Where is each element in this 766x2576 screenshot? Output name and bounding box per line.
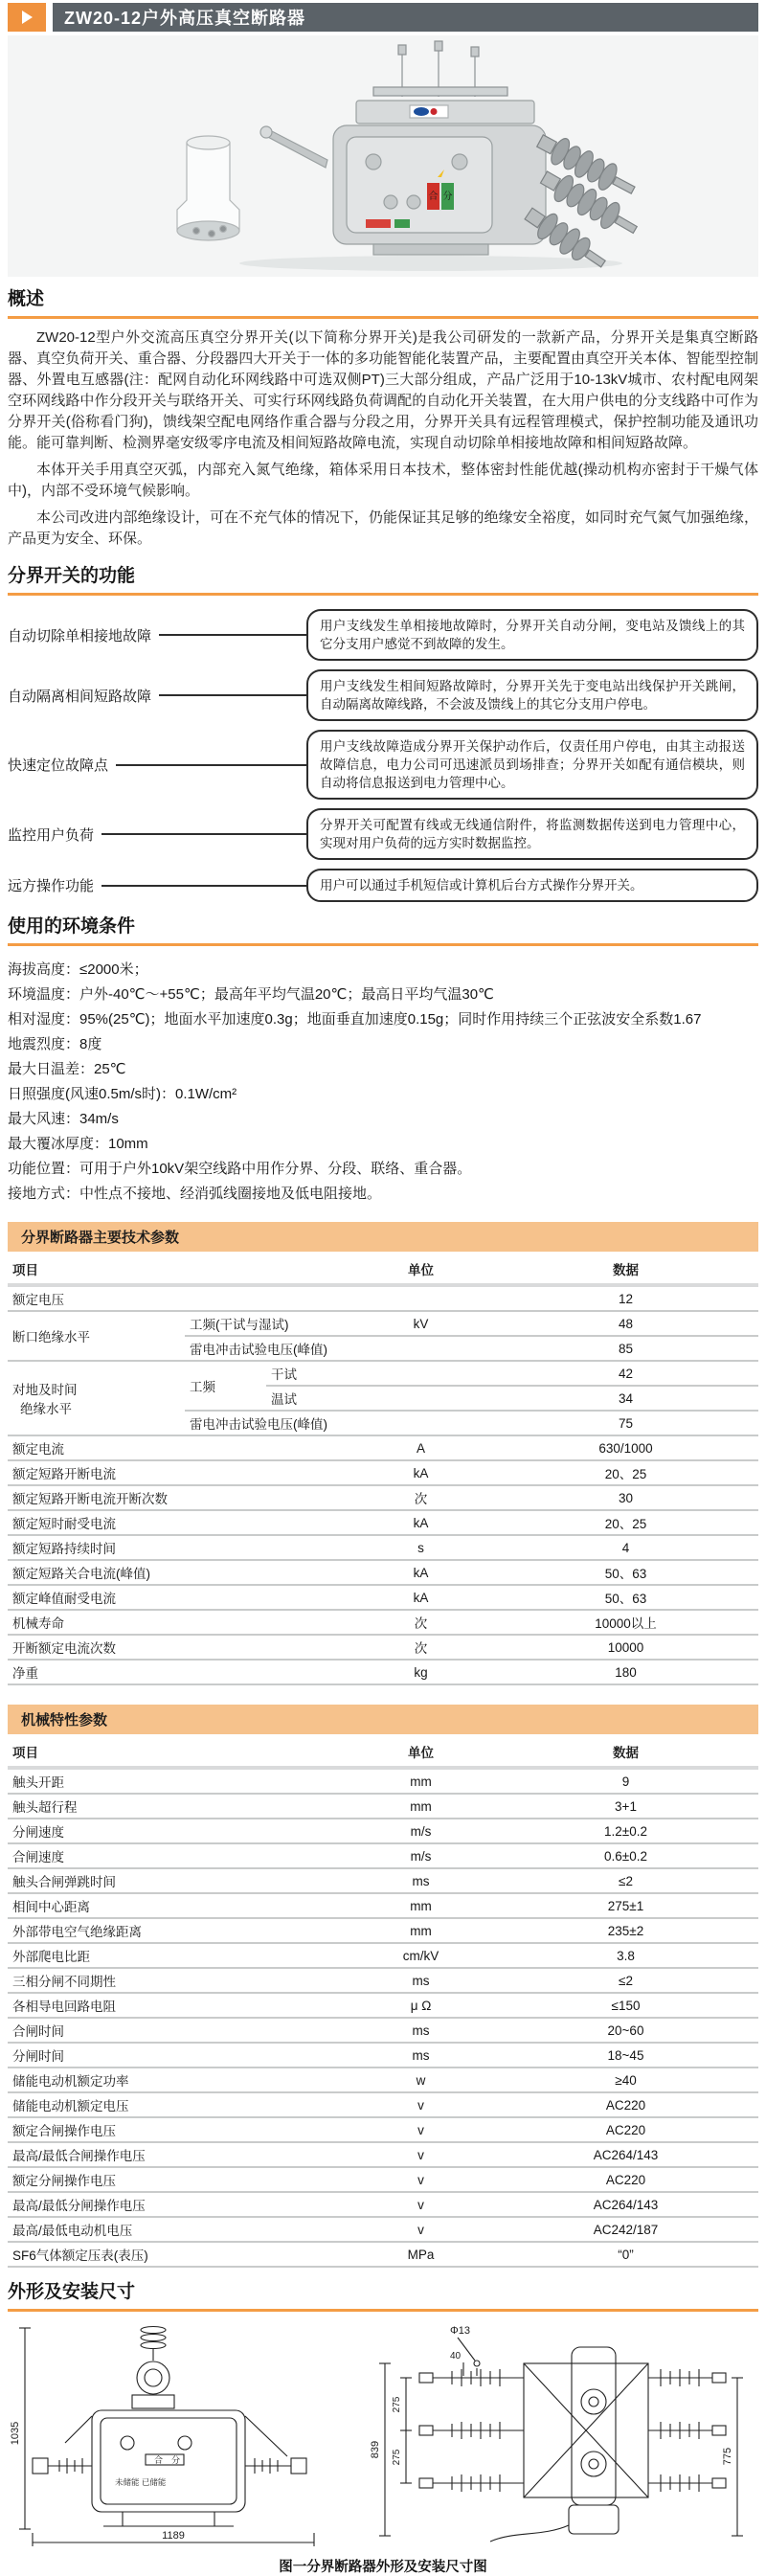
operating-lever (264, 129, 327, 168)
param-group-cell (8, 1361, 185, 1435)
table-row (8, 1918, 758, 1943)
function-description: 用户支线故障造成分界开关保护动作后，仅责任用户停电，由其主动报送故障信息，电力公司可迅速派员到场排查；分界开关如配有通信模块，则自动将信息报送到电力管理中心。 (306, 730, 758, 800)
unit-cell: 次 (349, 1635, 492, 1660)
unit-cell: kV (349, 1311, 492, 1336)
brand-logo (410, 105, 448, 118)
mech-params-section (8, 1705, 758, 2268)
dim-overall-label: 839 (370, 2440, 381, 2459)
overview-heading: 概述 (8, 289, 45, 309)
dimensions-rule (8, 2309, 758, 2312)
functions-section (8, 565, 758, 902)
environment-item: 地震烈度：8度 (8, 1036, 102, 1052)
param-name-cell: 额定分闸操作电压 (8, 2167, 349, 2192)
param-name-cell: 最高/最低分闸操作电压 (8, 2192, 349, 2217)
connector-line (101, 885, 306, 887)
param-group-cell: 断口绝缘水平 (8, 1311, 185, 1361)
data-cell: AC220 (492, 2092, 758, 2117)
front-panel (347, 137, 492, 233)
data-cell: ≤2 (492, 1868, 758, 1893)
data-cell: 48 (492, 1311, 758, 1336)
table-row (8, 1794, 758, 1819)
tech-params-heading: 分界断路器主要技术参数 (8, 1222, 758, 1252)
param-name-cell: 储能电动机额定电压 (8, 2092, 349, 2117)
data-cell: ≤150 (492, 1993, 758, 2018)
page-title: ZW20-12户外高压真空断路器 (53, 3, 758, 32)
unit-cell: A (349, 1435, 492, 1460)
tech-params-section (8, 1222, 758, 1685)
function-description: 分界开关可配置有线或无线通信附件，将监测数据传送到电力管理中心，实现对用户负荷的远方实时数据监控。 (306, 808, 758, 860)
unit-cell (349, 1285, 492, 1311)
data-cell: 12 (492, 1285, 758, 1311)
close-indicator-label: 合 (154, 2455, 164, 2465)
unit-cell: v (349, 2142, 492, 2167)
dim-hole-label: Φ13 (450, 2325, 471, 2337)
table-row (8, 1460, 758, 1485)
environment-item: 日照强度(风速0.5m/s时)：0.1W/cm² (8, 1086, 237, 1102)
data-cell: AC264/143 (492, 2142, 758, 2167)
data-cell: 20~60 (492, 2018, 758, 2043)
table-row (8, 2043, 758, 2068)
environment-item: 最大覆冰厚度：10mm (8, 1136, 148, 1152)
data-cell: 180 (492, 1660, 758, 1684)
data-cell: 235±2 (492, 1918, 758, 1943)
dim-right-height-label: 775 (722, 2447, 733, 2466)
param-name-cell: 额定合闸操作电压 (8, 2117, 349, 2142)
table-row (8, 1635, 758, 1660)
param-name-cell: 额定短路持续时间 (8, 1535, 349, 1560)
param-name-cell: 额定短路开断电流开断次数 (8, 1485, 349, 1510)
data-cell: 18~45 (492, 2043, 758, 2068)
sensor-cylinder (177, 136, 239, 240)
data-cell: 10000以上 (492, 1610, 758, 1635)
unit-cell: w (349, 2068, 492, 2092)
table-row (8, 1585, 758, 1610)
unit-cell: v (349, 2217, 492, 2242)
data-cell: 20、25 (492, 1460, 758, 1485)
unit-cell: kA (349, 1560, 492, 1585)
function-label: 监控用户负荷 (8, 826, 95, 844)
unit-cell: ms (349, 1968, 492, 1993)
unit-cell: mm (349, 1893, 492, 1918)
param-name-cell: 分闸速度 (8, 1819, 349, 1843)
title-accent-box (8, 3, 46, 32)
overview-paragraph: ZW20-12型户外交流高压真空分界开关(以下简称分界开关)是我公司研发的一款新产品，分界开关是集真空断路器、真空负荷开关、重合器、分段器四大开关于一体的多功能智能化装置产品，主要配置由真空开关本体、智能型控制器、外置电互感器(注：配网自动化环网线路中可选双侧PT)三大部分组成，产品广泛用于10-13kV城市、农村配电网架空环网线路中作分段开关与联络开关、可实行环网线路负荷调配的自动化开关装置，在大用户供电的分支线路中可作为分界开关(俗称看门狗)，馈线架空配电网络作重合器与分段之用，分界开关具有远程管理模式，保护控制功能及通讯功能。能可靠判断、检测界毫安级零序电流及相间短路故障电流，实现自动切除单相接地故障和相间短路故障。 (8, 329, 758, 451)
unit-cell: 次 (349, 1610, 492, 1635)
mech-params-heading: 机械特性参数 (8, 1705, 758, 1734)
param-name-cell: 额定峰值耐受电流 (8, 1585, 349, 1610)
connector-line (159, 634, 306, 636)
param-name-cell: 最高/最低电动机电压 (8, 2217, 349, 2242)
table-row (8, 2068, 758, 2092)
charge-status-label: 未储能 已储能 (115, 2477, 167, 2487)
data-cell: 50、63 (492, 1560, 758, 1585)
unit-cell: kA (349, 1460, 492, 1485)
param-name-cell: 触头超行程 (8, 1794, 349, 1819)
function-label: 远方操作功能 (8, 878, 95, 894)
param-name-cell: 额定短路开断电流 (8, 1460, 349, 1485)
data-cell: AC220 (492, 2117, 758, 2142)
column-header-item: 项目 (8, 1254, 349, 1285)
function-label: 自动隔离相间短路故障 (8, 688, 152, 705)
data-cell: 3.8 (492, 1943, 758, 1968)
column-header-data: 数据 (492, 1736, 758, 1768)
data-cell: 275±1 (492, 1893, 758, 1918)
table-row (8, 2142, 758, 2167)
unit-cell: MPa (349, 2242, 492, 2267)
function-description: 用户支线发生单相接地故障时，分界开关自动分闸，变电站及馈线上的其它分支用户感觉不到故障的发生。 (306, 609, 758, 661)
dim-pitch-top-label: 275 (392, 2396, 402, 2413)
dim-pitch-bottom-label: 275 (392, 2449, 402, 2466)
page (0, 3, 766, 2576)
param-name-cell: 三相分闸不同期性 (8, 1968, 349, 1993)
unit-cell: kA (349, 1510, 492, 1535)
table-row (8, 1660, 758, 1684)
unit-cell: 次 (349, 1485, 492, 1510)
unit-cell: v (349, 2117, 492, 2142)
connector-line (101, 833, 306, 835)
unit-cell: ms (349, 2043, 492, 2068)
table-row (8, 1435, 758, 1460)
data-cell: 50、63 (492, 1585, 758, 1610)
data-cell: 75 (492, 1411, 758, 1435)
environment-item: 相对湿度：95%(25℃)；地面水平加速度0.3g；地面垂直加速度0.15g；同时作用持续三个正弦波安全系数1.67 (8, 1011, 702, 1028)
connector-line (159, 694, 306, 696)
param-name-cell: 触头开距 (8, 1768, 349, 1794)
table-row (8, 1485, 758, 1510)
close-sticker-label: 合 (428, 192, 439, 202)
param-subgroup-cell: 工频 (185, 1361, 266, 1411)
data-cell: 0.6±0.2 (492, 1843, 758, 1868)
table-row (8, 1893, 758, 1918)
table-row (8, 1943, 758, 1968)
data-cell: AC220 (492, 2167, 758, 2192)
photo-shadow (239, 256, 622, 271)
data-cell: AC264/143 (492, 2192, 758, 2217)
table-row (8, 1993, 758, 2018)
table-row (8, 1285, 758, 1311)
table-row (8, 1968, 758, 1993)
overview-section (8, 288, 758, 550)
play-triangle-icon (22, 11, 33, 24)
data-cell: 1.2±0.2 (492, 1819, 758, 1843)
table-row (8, 1610, 758, 1635)
group-label-line: 绝缘水平 (20, 1402, 72, 1416)
data-cell: AC242/187 (492, 2217, 758, 2242)
function-description: 用户支线发生相间短路故障时，分界开关先于变电站出线保护开关跳闸，自动隔离故障线路，不会波及馈线上的其它分支用户停电。 (306, 669, 758, 721)
overview-rule (8, 316, 758, 319)
environment-rule (8, 943, 758, 946)
table-row (8, 1560, 758, 1585)
data-cell: “0” (492, 2242, 758, 2267)
table-row (8, 1868, 758, 1893)
unit-cell: m/s (349, 1843, 492, 1868)
function-item (8, 730, 758, 800)
param-name-cell: 雷电冲击试验电压(峰值) (185, 1336, 349, 1361)
param-name-cell: 雷电冲击试验电压(峰值) (185, 1411, 349, 1435)
functions-rule (8, 593, 758, 596)
data-cell: 630/1000 (492, 1435, 758, 1460)
overview-paragraph: 本体开关手用真空灭弧，内部充入氮气绝缘，箱体采用日本技术，整体密封性能优越(操动机构亦密封于干燥气体中)，内部不受环境气候影响。 (8, 462, 758, 499)
unit-cell: ms (349, 1868, 492, 1893)
data-cell: 10000 (492, 1635, 758, 1660)
function-item (8, 808, 758, 860)
mech-params-table (8, 1736, 758, 2268)
table-row (8, 1510, 758, 1535)
param-name-cell: 开断额定电流次数 (8, 1635, 349, 1660)
data-cell: ≥40 (492, 2068, 758, 2092)
environment-item: 环境温度：户外-40℃～+55℃；最高年平均气温20℃；最高日平均气温30℃ (8, 986, 494, 1003)
param-name-cell: 温试 (266, 1386, 349, 1411)
side-view-drawing (356, 2320, 758, 2552)
function-item (8, 609, 758, 661)
functions-heading: 分界开关的功能 (8, 566, 136, 586)
top-rods (373, 41, 507, 97)
open-sticker-label: 分 (442, 192, 453, 202)
title-bar (8, 3, 758, 32)
unit-cell: mm (349, 1794, 492, 1819)
open-indicator-label: 分 (171, 2455, 181, 2465)
unit-cell: mm (349, 1918, 492, 1943)
dimensions-section (8, 2281, 758, 2576)
function-label: 快速定位故障点 (8, 757, 109, 774)
table-row (8, 2018, 758, 2043)
function-description: 用户可以通过手机短信或计算机后台方式操作分界开关。 (306, 869, 758, 902)
unit-cell: m/s (349, 1819, 492, 1843)
unit-cell (349, 1411, 492, 1435)
table-row (8, 2117, 758, 2142)
param-name-cell: 外部带电空气绝缘距离 (8, 1918, 349, 1943)
param-name-cell: 各相导电回路电阻 (8, 1993, 349, 2018)
column-header-item: 项目 (8, 1736, 349, 1768)
unit-cell (349, 1336, 492, 1361)
column-header-unit: 单位 (349, 1736, 492, 1768)
param-name-cell: 额定电压 (8, 1285, 349, 1311)
unit-cell: mm (349, 1768, 492, 1794)
param-name-cell: 净重 (8, 1660, 349, 1684)
table-row (8, 1843, 758, 1868)
param-name-cell: 触头合闸弹跳时间 (8, 1868, 349, 1893)
data-cell: 20、25 (492, 1510, 758, 1535)
data-cell: ≤2 (492, 1968, 758, 1993)
left-bushings (419, 2369, 524, 2492)
environment-item: 最大日温差：25℃ (8, 1061, 126, 1077)
environment-item: 海拔高度：≤2000米； (8, 961, 148, 978)
table-row (8, 2242, 758, 2267)
param-name-cell: 额定短路关合电流(峰值) (8, 1560, 349, 1585)
data-cell: 30 (492, 1485, 758, 1510)
unit-cell: μ Ω (349, 1993, 492, 2018)
param-name-cell: 机械寿命 (8, 1610, 349, 1635)
param-name-cell: 分闸时间 (8, 2043, 349, 2068)
table-header-row (8, 1254, 758, 1285)
unit-cell: v (349, 2167, 492, 2192)
param-name-cell: 工频(干试与湿试) (185, 1311, 349, 1336)
param-name-cell: 额定短时耐受电流 (8, 1510, 349, 1535)
overview-paragraph: 本公司改进内部绝缘设计，可在不充气体的情况下，仍能保证其足够的绝缘安全裕度，如同时充气氮气加强绝缘，产品更为安全、环保。 (8, 509, 758, 547)
group-label-line: 对地及时间 (12, 1383, 78, 1397)
table-row (8, 1311, 758, 1336)
environment-section (8, 915, 758, 1207)
data-cell: 42 (492, 1361, 758, 1386)
figure-caption: 图一分界断路器外形及安装尺寸图 (279, 2560, 487, 2575)
data-cell: 3+1 (492, 1794, 758, 1819)
unit-cell (349, 1386, 492, 1411)
table-row (8, 2092, 758, 2117)
environment-item: 接地方式：中性点不接地、经消弧线圈接地及低电阻接地。 (8, 1186, 382, 1202)
right-bushings (648, 2369, 726, 2492)
unit-cell: ms (349, 2018, 492, 2043)
table-row (8, 2167, 758, 2192)
dim-height-label: 1035 (10, 2421, 21, 2446)
connector-line (116, 764, 306, 766)
param-name-cell: 干试 (266, 1361, 349, 1386)
base-bracket (373, 244, 488, 255)
table-row (8, 2192, 758, 2217)
param-name-cell: 储能电动机额定功率 (8, 2068, 349, 2092)
table-row (8, 1819, 758, 1843)
tech-params-table (8, 1254, 758, 1685)
table-row (8, 1535, 758, 1560)
function-label: 自动切除单相接地故障 (8, 627, 152, 644)
data-cell: 9 (492, 1768, 758, 1794)
table-header-row (8, 1736, 758, 1768)
data-cell: 34 (492, 1386, 758, 1411)
breaker-body (260, 41, 642, 275)
function-item (8, 869, 758, 902)
table-row (8, 2217, 758, 2242)
environment-heading: 使用的环境条件 (8, 916, 136, 937)
param-name-cell: SF6气体额定压表(表压) (8, 2242, 349, 2267)
unit-cell: kg (349, 1660, 492, 1684)
param-name-cell: 额定电流 (8, 1435, 349, 1460)
unit-cell: cm/kV (349, 1943, 492, 1968)
column-header-unit: 单位 (349, 1254, 492, 1285)
data-cell: 85 (492, 1336, 758, 1361)
column-header-data: 数据 (492, 1254, 758, 1285)
product-photo (8, 35, 758, 277)
param-name-cell: 合闸速度 (8, 1843, 349, 1868)
function-item (8, 669, 758, 721)
unit-cell: kA (349, 1585, 492, 1610)
product-photo-illustration (86, 37, 680, 275)
data-cell: 4 (492, 1535, 758, 1560)
table-row (8, 1361, 758, 1386)
unit-cell: s (349, 1535, 492, 1560)
table-row (8, 1768, 758, 1794)
param-name-cell: 最高/最低合闸操作电压 (8, 2142, 349, 2167)
unit-cell: v (349, 2192, 492, 2217)
dimensions-heading: 外形及安装尺寸 (8, 2282, 136, 2302)
dim-offset-label: 40 (450, 2351, 462, 2361)
dim-width-label: 1189 (162, 2530, 185, 2542)
param-name-cell: 相间中心距离 (8, 1893, 349, 1918)
environment-item: 功能位置：可用于户外10kV架空线路中用作分界、分段、联络、重合器。 (8, 1161, 472, 1177)
environment-item: 最大风速：34m/s (8, 1111, 119, 1127)
unit-cell: v (349, 2092, 492, 2117)
param-name-cell: 合闸时间 (8, 2018, 349, 2043)
front-view-drawing (8, 2320, 343, 2552)
unit-cell (349, 1361, 492, 1386)
dimension-drawings (8, 2320, 758, 2552)
param-name-cell: 外部爬电比距 (8, 1943, 349, 1968)
